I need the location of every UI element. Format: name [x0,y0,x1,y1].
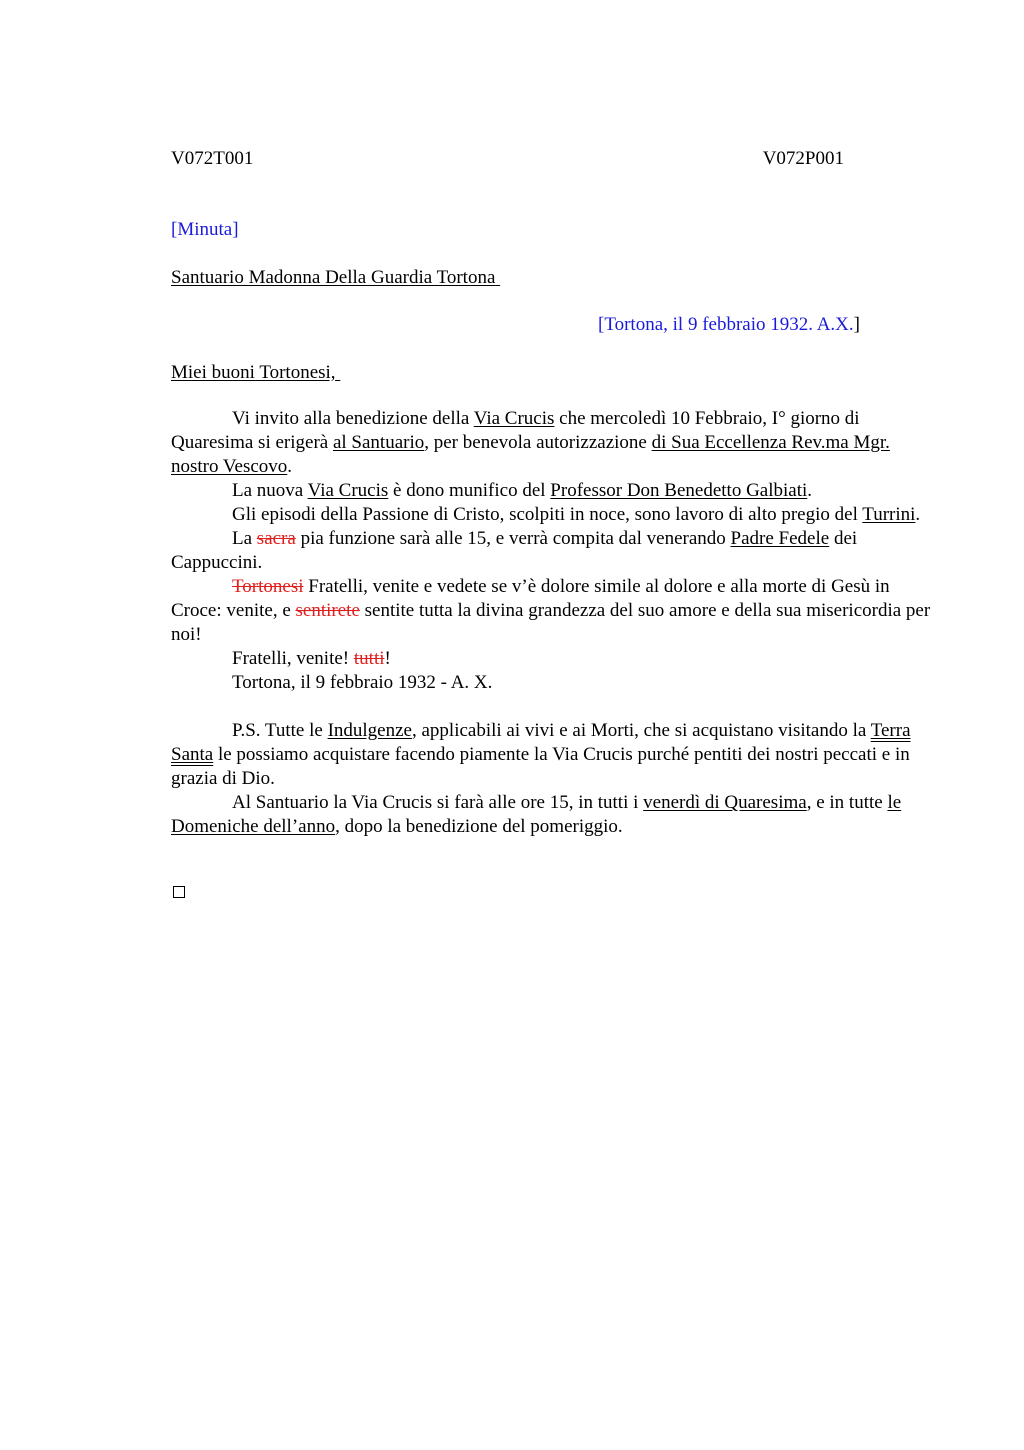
postscript-1 [171,719,931,791]
text: Fratelli, venite! [232,648,354,669]
underlined-text: al Santuario [332,432,425,453]
text: dei Cappuccini. [171,528,858,573]
deleted-text: Tortonesi [232,576,304,597]
page-code: V072P001 [762,148,844,169]
text: , applicabili ai vivi e ai Morti, che si acquistano visitando la [411,720,871,741]
letterhead [171,266,500,290]
closing-date: Tortona, il 9 febbraio 1932 - A. X. [232,672,493,693]
underlined-text: venerdì di Quaresima [643,792,807,813]
text: Al Santuario la Via Crucis si farà alle ore 15, in tutti i [232,792,644,813]
deleted-text: sentirete [295,600,360,621]
paragraph-6 [171,647,931,671]
double-underlined-text: Terra Santa [171,720,911,765]
date-close-bracket: ] [853,314,860,335]
paragraph-5 [171,575,931,647]
text: ! [384,648,391,669]
underlined-text: Via Crucis [307,480,389,501]
text: . [807,480,813,501]
underlined-text: Turrini [862,504,916,525]
text: , per benevola autorizzazione [424,432,652,453]
end-marker-box [173,886,185,898]
text: è dono munifico del [388,480,551,501]
text: . [915,504,921,525]
text: Gli episodi della Passione di Cristo, scolpiti in noce, sono lavoro di alto pregio del [232,504,863,525]
date-line [598,313,860,337]
underlined-text: le Domeniche dell’anno [171,792,902,837]
deleted-text: sacra [256,528,296,549]
letterhead-text: Santuario Madonna Della Guardia Tortona [171,267,496,288]
letter-body [171,407,931,839]
text: . [287,456,293,477]
underlined-text: Via Crucis [473,408,555,429]
text: Vi invito alla benedizione della [232,408,474,429]
paragraph-1 [171,407,931,479]
spacer [171,695,931,719]
minuta-label: [Minuta] [171,219,239,240]
text: , dopo la benedizione del pomeriggio. [335,816,623,837]
paragraph-3 [171,503,931,527]
paragraph-4 [171,527,931,575]
text: La nuova [232,480,308,501]
text: La [232,528,257,549]
text: che mercoledì 10 Febbraio, I° giorno di Quaresima si erigerà [171,408,860,453]
paragraph-2 [171,479,931,503]
text: pia funzione sarà alle 15, e verrà compita dal venerando [295,528,731,549]
text: le possiamo acquistare facendo piamente la Via Crucis purché pentiti dei nostri peccati e in grazia di Dio. [171,744,910,789]
deleted-text: tutti [353,648,385,669]
document-code: V072T001 [171,148,254,169]
page-header [171,147,844,171]
underlined-text: Indulgenze [327,720,412,741]
date-text: [Tortona, il 9 febbraio 1932. A.X. [598,314,854,335]
salutation [171,361,340,385]
salutation-text: Miei buoni Tortonesi, [171,362,336,383]
text: sentite tutta la divina grandezza del suo amore e della sua misericordia per noi! [171,600,931,645]
underlined-text: Professor Don Benedetto Galbiati [550,480,808,501]
text: Fratelli, venite e vedete se v’è dolore simile al dolore e alla morte di Gesù in Croce: venite, e [171,576,890,621]
underlined-text: Padre Fedele [730,528,830,549]
text: , e in tutte [806,792,888,813]
postscript-2 [171,791,931,839]
underlined-text: di Sua Eccellenza Rev.ma Mgr. nostro Vescovo [171,432,890,477]
text: P.S. Tutte le [232,720,328,741]
